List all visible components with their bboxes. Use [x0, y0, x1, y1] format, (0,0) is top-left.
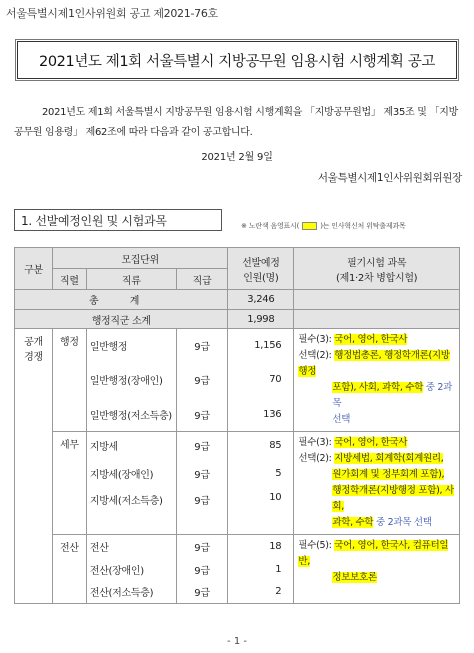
- subject-highlight: 행정법총론, 행정학개론(지방행정: [298, 350, 450, 377]
- subject-suffix: 선택: [332, 414, 351, 425]
- count-cell: 5: [228, 460, 294, 488]
- intro-paragraph: [14, 103, 458, 143]
- subject-line: [298, 483, 455, 515]
- header-jikryeol: 직렬: [52, 269, 86, 290]
- subject-highlight: 정보보호론: [332, 572, 377, 583]
- table-row: [15, 329, 460, 363]
- subject-suffix: 중 2과목 선택: [373, 517, 432, 528]
- subject-highlight: 국어, 영어, 한국사: [334, 334, 408, 345]
- jikryu-cell: 지방세: [86, 432, 176, 460]
- subject-suffix: 중 2과목: [332, 382, 453, 409]
- subjects-cell: [294, 432, 460, 535]
- subject-prefix: 필수(3):: [298, 334, 335, 345]
- subject-line: [298, 538, 455, 570]
- subject-highlight: 행정학개론(지방행정 포함), 사회,: [332, 485, 454, 512]
- table-row: [15, 432, 460, 460]
- subtotal-row: [15, 310, 460, 329]
- subject-line: [298, 348, 455, 380]
- total-label: 총 계: [15, 290, 228, 310]
- count-cell: 85: [228, 432, 294, 460]
- jikryu-cell: 일반행정: [86, 329, 176, 363]
- gubun-line2: 경쟁: [24, 352, 43, 363]
- page-number: - 1 -: [227, 636, 247, 647]
- subject-line: [298, 412, 455, 428]
- header-mojip: 모집단위: [52, 248, 228, 269]
- page-title-text: 2021년도 제1회 서울특별시 지방공무원 임용시험 시행계획 공고: [39, 53, 435, 70]
- legend-prefix: ※ 노란색 음영표시(: [241, 222, 300, 230]
- count-cell: 10: [228, 488, 294, 535]
- jikryu-cell: 일반행정(장애인): [86, 363, 176, 397]
- subject-line: [298, 467, 455, 483]
- grade-cell: 9급: [176, 535, 228, 558]
- section-heading: [14, 209, 222, 231]
- grade-cell: 9급: [176, 488, 228, 535]
- subject-line: [298, 380, 455, 412]
- header-seonbal: [228, 248, 294, 290]
- jikryu-cell: 전산: [86, 535, 176, 558]
- document-number: 서울특별시제1인사위원회 공고 제2021-76호: [6, 7, 218, 20]
- header-seonbal-line2: 인원(명): [243, 272, 279, 284]
- gubun-cell: [15, 329, 53, 604]
- highlight-legend: [241, 221, 406, 231]
- jikryu-cell: 지방세(저소득층): [86, 488, 176, 535]
- recruitment-table: [14, 247, 460, 604]
- count-cell: 1: [228, 558, 294, 581]
- grade-cell: 9급: [176, 432, 228, 460]
- subject-line: [298, 570, 455, 586]
- subject-prefix: 필수(5):: [298, 540, 335, 551]
- legend-swatch: [302, 222, 317, 230]
- total-row: [15, 290, 460, 310]
- header-seonbal-line1: 선발예정: [242, 257, 280, 269]
- header-jikgeup: 직급: [176, 269, 228, 290]
- grade-cell: 9급: [176, 460, 228, 488]
- subject-line: [298, 332, 455, 348]
- grade-cell: 9급: [176, 329, 228, 363]
- subject-prefix: 선택(2):: [298, 350, 335, 361]
- count-cell: 136: [228, 397, 294, 431]
- jikryeol-cell: 전산: [52, 535, 86, 604]
- subject-line: [298, 435, 455, 451]
- page-title: [17, 41, 457, 79]
- subject-highlight: 지방세법, 회계학(회계원리,: [334, 453, 444, 464]
- section-heading-box: 1. 선발예정인원 및 시험과목: [14, 209, 222, 231]
- subjects-cell: [294, 329, 460, 432]
- header-pilgi: [294, 248, 460, 290]
- intro-text: 2021년도 제1회 서울특별시 지방공무원 임용시험 시행계획을 「지방공무원법」 제35조 및 「지방공무원 임용령」 제62조에 따라 다음과 같이 공고합니다.: [14, 107, 458, 138]
- jikryu-cell: 전산(저소득층): [86, 581, 176, 604]
- subtotal-blank: [294, 310, 460, 329]
- subject-highlight: 국어, 영어, 한국사, 컴퓨터일반,: [298, 540, 449, 567]
- subject-prefix: 필수(3):: [298, 437, 335, 448]
- subtotal-label: 행정직군 소계: [15, 310, 228, 329]
- legend-suffix: )는 인사혁신처 위탁출제과목: [320, 222, 406, 230]
- subject-prefix: 선택(2):: [298, 453, 335, 464]
- header-pilgi-line2: (제1·2차 병합시험): [336, 272, 418, 284]
- announcement-date: 2021년 2월 9일: [201, 152, 273, 163]
- jikryeol-cell: 행정: [52, 329, 86, 432]
- grade-cell: 9급: [176, 558, 228, 581]
- total-blank: [294, 290, 460, 310]
- subject-line: [298, 515, 455, 531]
- grade-cell: 9급: [176, 363, 228, 397]
- table-row: [15, 535, 460, 558]
- jikryeol-cell: 세무: [52, 432, 86, 535]
- gubun-line1: 공개: [24, 337, 43, 348]
- header-jikryu: 직류: [86, 269, 176, 290]
- subjects-cell: [294, 535, 460, 604]
- total-value: 3,246: [228, 290, 294, 310]
- jikryu-cell: 지방세(장애인): [86, 460, 176, 488]
- subject-highlight: 원가회계 및 정부회계 포함),: [332, 469, 445, 480]
- count-cell: 70: [228, 363, 294, 397]
- subject-highlight: 과학, 수학: [332, 517, 374, 528]
- signer: 서울특별시제1인사위원회위원장: [317, 172, 462, 184]
- count-cell: 1,156: [228, 329, 294, 363]
- jikryu-cell: 일반행정(저소득층): [86, 397, 176, 431]
- subject-highlight: 포함), 사회, 과학, 수학: [332, 382, 424, 393]
- count-cell: 2: [228, 581, 294, 604]
- grade-cell: 9급: [176, 581, 228, 604]
- count-cell: 18: [228, 535, 294, 558]
- header-pilgi-line1: 필기시험 과목: [347, 257, 407, 269]
- jikryu-cell: 전산(장애인): [86, 558, 176, 581]
- grade-cell: 9급: [176, 397, 228, 431]
- header-gubun: 구분: [15, 248, 53, 290]
- subject-line: [298, 451, 455, 467]
- subtotal-value: 1,998: [228, 310, 294, 329]
- subject-highlight: 국어, 영어, 한국사: [334, 437, 408, 448]
